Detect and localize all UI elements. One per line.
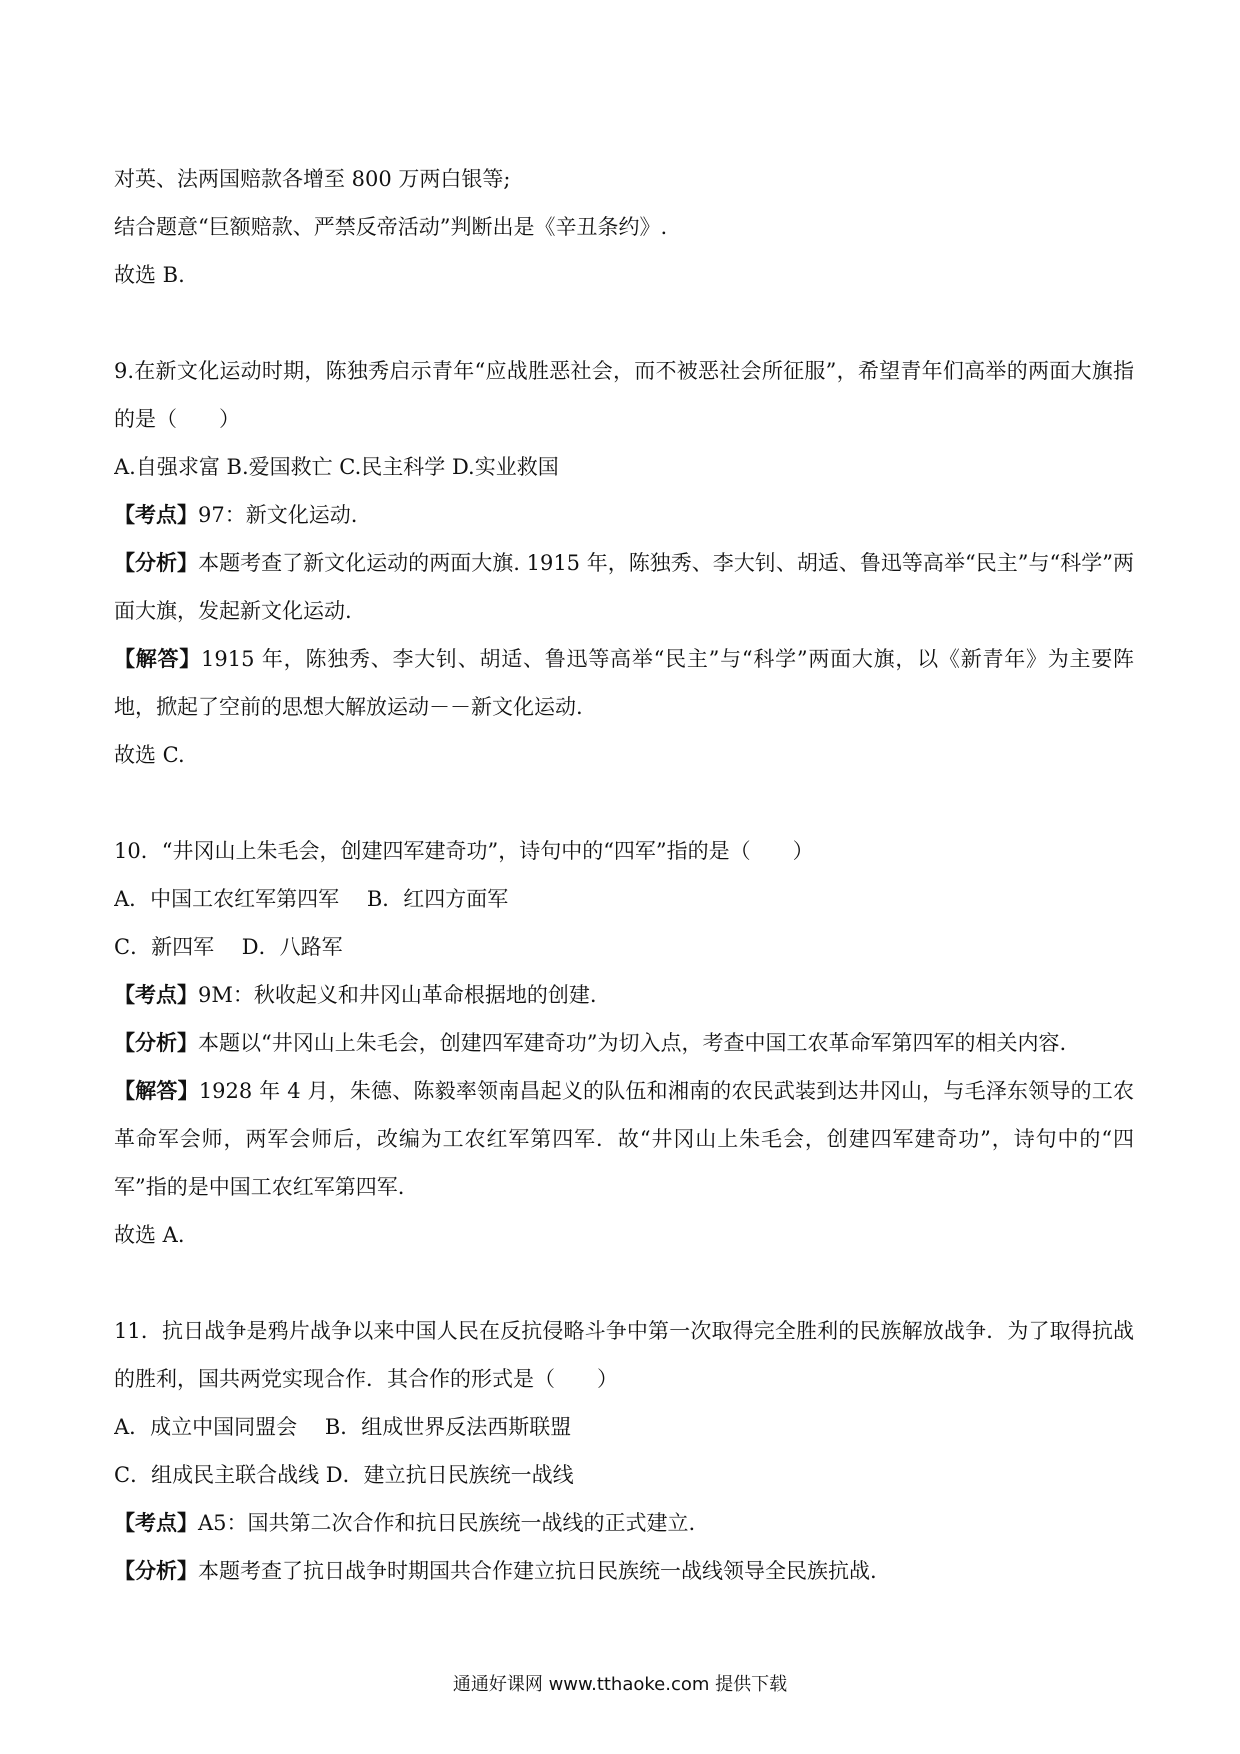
spacer — [114, 299, 1134, 347]
jieda-text: 1915 年，陈独秀、李大钊、胡适、鲁迅等高举“民主”与“科学”两面大旗，以《新青年》为主要阵地，掀起了空前的思想大解放运动－－新文化运动. — [114, 647, 1135, 719]
prev-answer-block — [114, 155, 1134, 299]
answer-conclusion: 故选 A. — [114, 1223, 185, 1247]
fenxi-text: 本题考查了新文化运动的两面大旗. 1915 年，陈独秀、李大钊、胡适、鲁迅等高举“民主”与“科学”两面大旗，发起新文化运动. — [114, 551, 1135, 623]
question-options: A.自强求富 B.爱国救亡 C.民主科学 D.实业救国 — [114, 455, 559, 479]
question-stem: 9.在新文化运动时期，陈独秀启示青年“应战胜恶社会，而不被恶社会所征服”，希望青年们高举的两面大旗指的是（ ） — [114, 359, 1134, 431]
fenxi-text: 本题考查了抗日战争时期国共合作建立抗日民族统一战线领导全民族抗战. — [198, 1559, 877, 1583]
prev-answer-line: 对英、法两国赔款各增至 800 万两白银等; — [114, 167, 511, 191]
kaodian-section — [114, 1499, 1134, 1547]
question-stem: 10．“井冈山上朱毛会，创建四军建奇功”，诗句中的“四军”指的是（ ） — [114, 839, 814, 863]
fenxi-tag: 【分析】 — [114, 1030, 198, 1055]
page-content — [114, 155, 1134, 1595]
jieda-text: 1928 年 4 月，朱德、陈毅率领南昌起义的队伍和湘南的农民武装到达井冈山，与毛泽东领导的工农革命军会师，两军会师后，改编为工农红军第四军．故“井冈山上朱毛会，创建四军建奇功”，诗句中的“四军”指的是中国工农红军第四军. — [114, 1079, 1135, 1199]
question-11 — [114, 1307, 1134, 1595]
jieda-section — [114, 635, 1134, 731]
kaodian-text: A5：国共第二次合作和抗日民族统一战线的正式建立. — [198, 1511, 696, 1535]
kaodian-section — [114, 971, 1134, 1019]
jieda-tag: 【解答】 — [114, 646, 202, 671]
kaodian-text: 97：新文化运动. — [198, 503, 358, 527]
fenxi-section — [114, 539, 1134, 635]
question-stem: 11．抗日战争是鸦片战争以来中国人民在反抗侵略斗争中第一次取得完全胜利的民族解放战争．为了取得抗战的胜利，国共两党实现合作．其合作的形式是（ ） — [114, 1319, 1134, 1391]
jieda-tag: 【解答】 — [114, 1078, 199, 1103]
kaodian-section — [114, 491, 1134, 539]
page-footer: 通通好课网 www.tthaoke.com 提供下载 — [452, 1674, 788, 1695]
kaodian-tag: 【考点】 — [114, 1510, 198, 1535]
spacer — [114, 779, 1134, 827]
prev-answer-line: 结合题意“巨额赔款、严禁反帝活动”判断出是《辛丑条约》. — [114, 215, 668, 239]
fenxi-section — [114, 1019, 1134, 1067]
fenxi-tag: 【分析】 — [114, 1558, 198, 1583]
fenxi-section — [114, 1547, 1134, 1595]
question-options: C．新四军 D．八路军 — [114, 935, 343, 959]
question-10 — [114, 827, 1134, 1259]
prev-answer-conclusion: 故选 B. — [114, 263, 185, 287]
jieda-section — [114, 1067, 1134, 1211]
spacer — [114, 1259, 1134, 1307]
question-options: A．中国工农红军第四军 B．红四方面军 — [114, 887, 509, 911]
question-9 — [114, 347, 1134, 779]
answer-conclusion: 故选 C. — [114, 743, 185, 767]
question-options: C．组成民主联合战线 D．建立抗日民族统一战线 — [114, 1463, 574, 1487]
kaodian-tag: 【考点】 — [114, 502, 198, 527]
question-options: A．成立中国同盟会 B．组成世界反法西斯联盟 — [114, 1415, 572, 1439]
fenxi-text: 本题以“井冈山上朱毛会，创建四军建奇功”为切入点，考查中国工农革命军第四军的相关内容. — [198, 1031, 1067, 1055]
kaodian-tag: 【考点】 — [114, 982, 198, 1007]
kaodian-text: 9M：秋收起义和井冈山革命根据地的创建. — [198, 983, 597, 1007]
fenxi-tag: 【分析】 — [114, 550, 199, 575]
